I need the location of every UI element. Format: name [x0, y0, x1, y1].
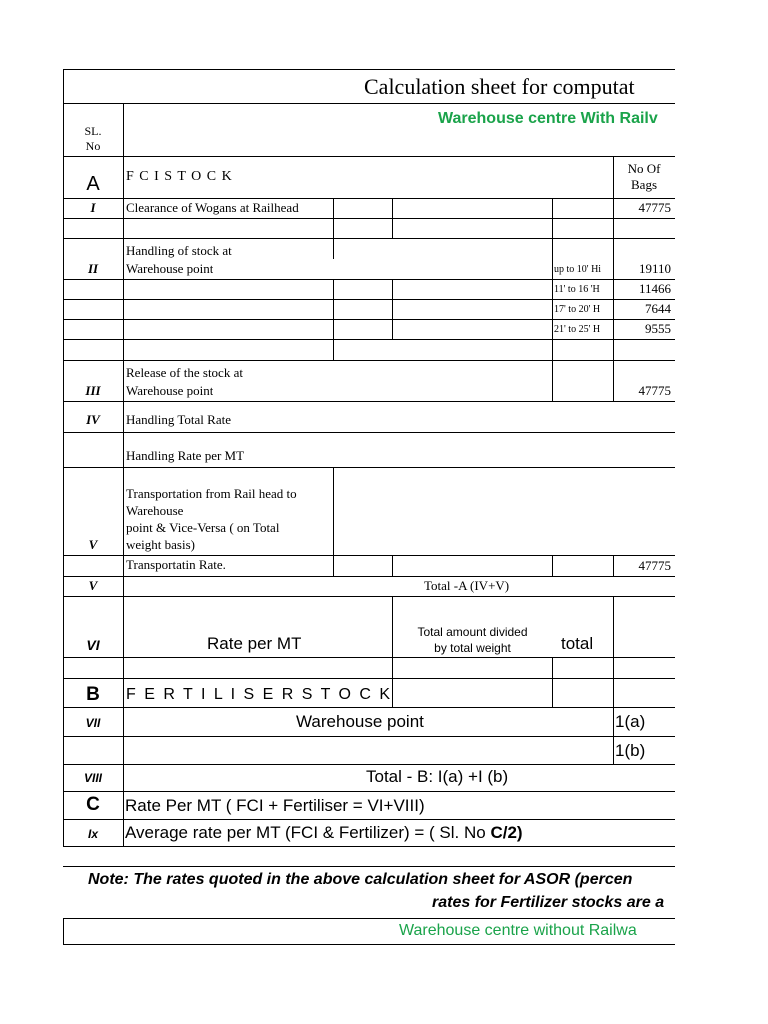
- total-label: total: [561, 634, 594, 653]
- row-description: Transportatin Rate.: [126, 557, 226, 572]
- grid-line: [63, 866, 675, 867]
- sl-no-header-line2: No: [85, 139, 101, 153]
- grid-line: [63, 360, 675, 361]
- grid-line: [392, 279, 393, 340]
- average-rate-description: [125, 821, 523, 845]
- fertiliser-code: 1(a): [615, 712, 646, 731]
- sheet-title: Calculation sheet for computat: [364, 74, 635, 99]
- row-bags: 9555: [645, 321, 671, 336]
- row-description: Warehouse point: [126, 383, 214, 398]
- bags-header-line1: No Of: [627, 161, 661, 176]
- row-sl: V: [88, 578, 98, 593]
- row-sl: VI: [86, 637, 100, 653]
- section-a-letter: A: [86, 173, 100, 195]
- row-bags: 47775: [638, 200, 671, 215]
- section-c-description: Rate Per MT ( FCI + Fertiliser = VI+VIII): [125, 796, 425, 815]
- grid-line: [63, 103, 675, 104]
- row-description: Handling Total Rate: [126, 412, 231, 427]
- bags-header: [613, 161, 675, 193]
- grid-line: [63, 918, 675, 919]
- section-b-letter: B: [86, 684, 100, 705]
- height-range: up to 10' Hi: [554, 264, 602, 275]
- grid-line: [63, 432, 675, 433]
- grid-line: [63, 299, 675, 300]
- row-sl: IV: [86, 412, 100, 427]
- grid-line: [392, 555, 393, 576]
- grid-line: [63, 944, 675, 945]
- grid-line: [63, 707, 675, 708]
- note-line-2: rates for Fertilizer stocks are a: [432, 894, 665, 911]
- grid-line: [63, 339, 675, 340]
- grid-line: [63, 576, 675, 577]
- row-description: Handling of stock at: [126, 243, 232, 258]
- height-range: 21' to 25' H: [554, 324, 601, 335]
- row-description: weight basis): [126, 537, 195, 552]
- grid-line: [63, 736, 675, 737]
- row-bags: 11466: [638, 281, 671, 296]
- grid-line: [63, 279, 675, 280]
- height-range: 17' to 20' H: [554, 304, 601, 315]
- row-description: Warehouse: [126, 503, 184, 518]
- grid-line: [63, 846, 675, 847]
- row-sl: VII: [85, 716, 101, 730]
- grid-line: [613, 596, 614, 764]
- total-amount-note-line1: Total amount divided: [417, 625, 528, 639]
- grid-line: [63, 156, 675, 157]
- grid-line: [123, 103, 124, 846]
- row-description: Clearance of Wogans at Railhead: [126, 200, 299, 215]
- grid-line: [333, 198, 334, 259]
- transport-description: [126, 485, 297, 553]
- section-a-title: F C I S T O C K: [126, 169, 233, 184]
- row-description: Handling Rate per MT: [126, 448, 245, 463]
- grid-line: [552, 657, 553, 707]
- grid-line: [333, 279, 334, 360]
- row-bags: 47775: [638, 558, 671, 573]
- average-rate-ref: C/2): [490, 823, 523, 842]
- total-amount-note-line2: by total weight: [434, 641, 511, 655]
- sl-no-header-line1: SL.: [84, 124, 102, 138]
- note-line-1: Note: The rates quoted in the above calculation sheet for ASOR (percen: [88, 871, 633, 888]
- grid-line: [63, 218, 675, 219]
- average-rate-text: Average rate per MT (FCI & Fertilizer) = ( Sl. No: [125, 823, 491, 842]
- total-b-label: Total - B: I(a) +I (b): [366, 767, 509, 786]
- grid-line: [63, 819, 675, 820]
- grid-line: [63, 596, 675, 597]
- fertiliser-code: 1(b): [615, 741, 646, 760]
- sheet-subtitle: Warehouse centre With Railv: [438, 110, 658, 127]
- rate-per-mt-label: Rate per MT: [207, 634, 302, 653]
- row-description: point & Vice-Versa ( on Total: [126, 520, 280, 535]
- grid-line: [63, 319, 675, 320]
- sl-no-header: [63, 124, 123, 154]
- warehouse-point-label: Warehouse point: [296, 712, 424, 731]
- section-c-letter: C: [86, 794, 100, 815]
- row-sl: III: [85, 383, 101, 398]
- row-sl: II: [87, 261, 99, 276]
- row-bags: 7644: [645, 301, 671, 316]
- grid-line: [392, 198, 393, 238]
- row-bags: 19110: [638, 261, 671, 276]
- height-range: 11' to 16 'H: [554, 284, 600, 295]
- total-amount-note: [393, 624, 552, 656]
- footer-subtitle: Warehouse centre without Railwa: [399, 922, 637, 939]
- grid-line: [63, 657, 675, 658]
- grid-line: [63, 918, 64, 944]
- total-a-label: Total -A (IV+V): [424, 578, 510, 593]
- row-description: Warehouse point: [126, 261, 214, 276]
- grid-line: [63, 69, 675, 70]
- grid-line: [63, 791, 675, 792]
- grid-line: [63, 238, 675, 239]
- row-sl: Ix: [87, 827, 98, 841]
- row-sl: V: [88, 537, 98, 552]
- section-b-title: F E R T I L I S E R S T O C K: [126, 686, 393, 703]
- row-sl: I: [90, 200, 96, 215]
- grid-line: [333, 467, 334, 576]
- grid-line: [63, 678, 675, 679]
- grid-line: [552, 555, 553, 576]
- row-description: Transportation from Rail head to: [126, 486, 297, 501]
- row-bags: 47775: [638, 383, 671, 398]
- row-sl: VIII: [83, 771, 102, 785]
- row-description: Release of the stock at: [126, 365, 243, 380]
- grid-line: [63, 401, 675, 402]
- bags-header-line2: Bags: [631, 177, 657, 192]
- grid-line: [552, 198, 553, 401]
- grid-line: [63, 467, 675, 468]
